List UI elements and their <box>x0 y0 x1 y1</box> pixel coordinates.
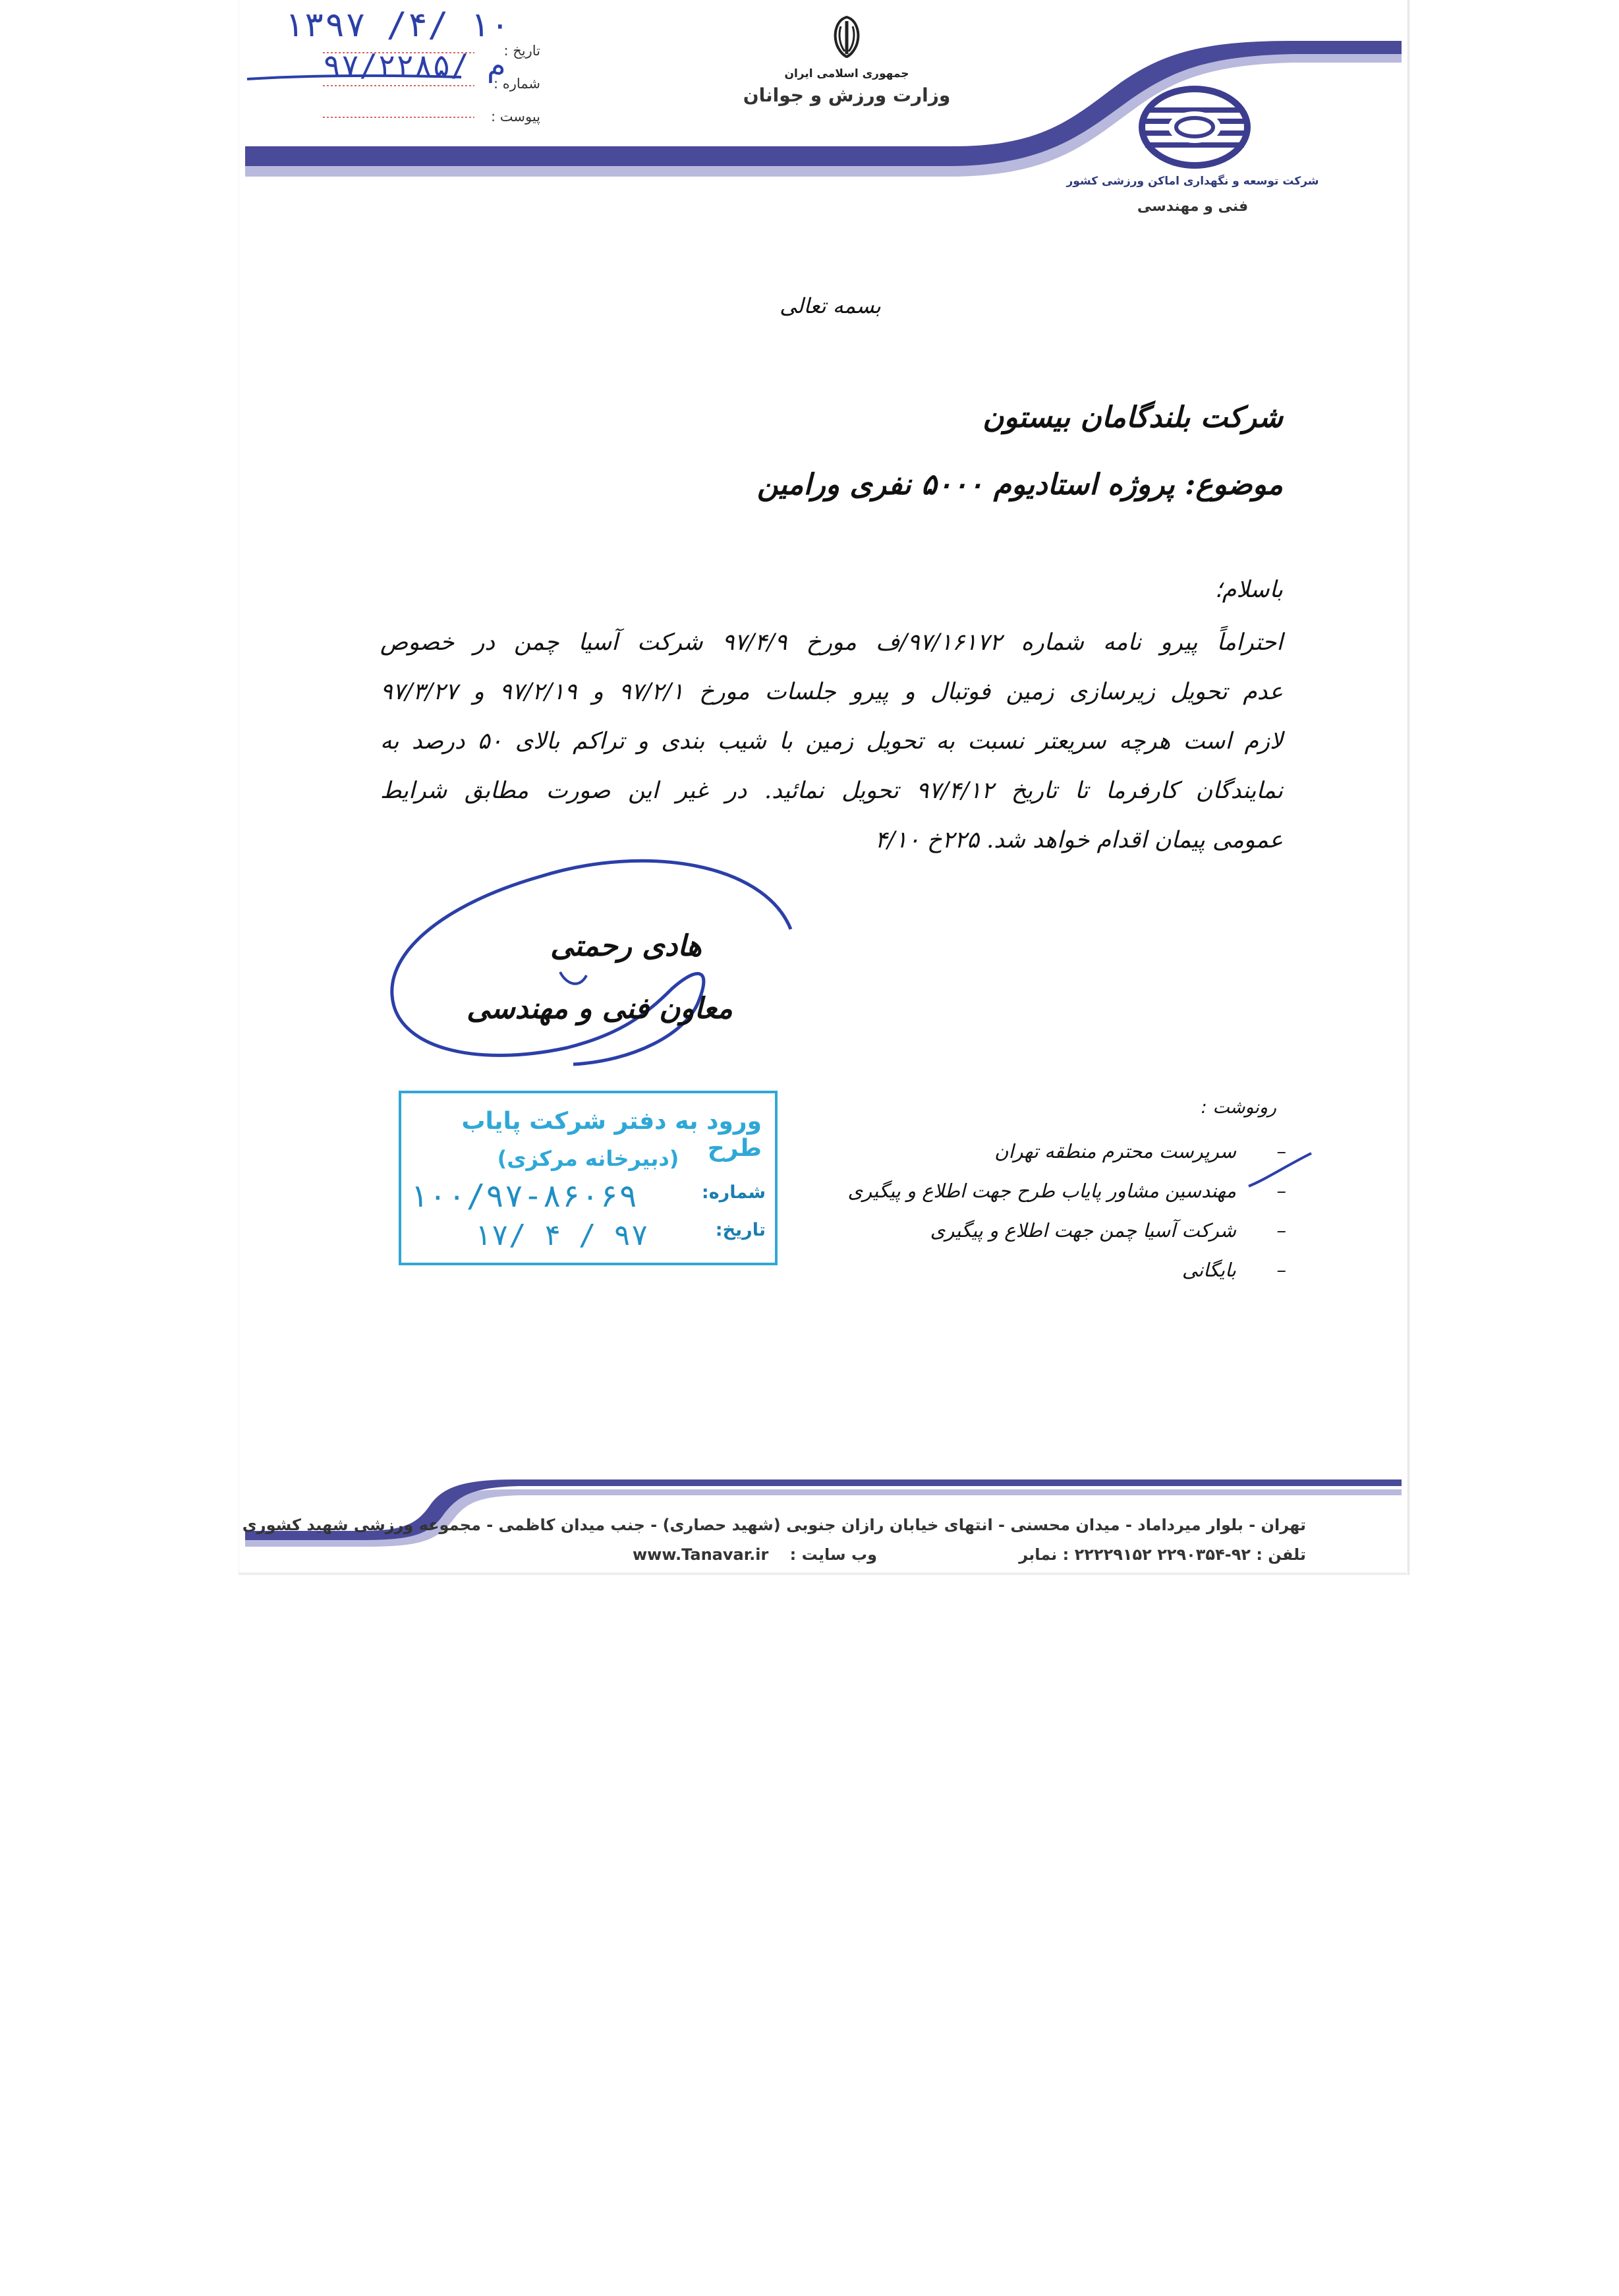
ministry-block <box>725 13 969 106</box>
number-label: شماره : <box>493 76 540 92</box>
copy-item-label: شرکت آسیا چمن جهت اطلاع و پیگیری <box>930 1219 1236 1242</box>
copy-dash: – <box>1276 1219 1286 1242</box>
footer-banner <box>239 1473 1407 1552</box>
iran-emblem-icon <box>824 13 870 61</box>
copy-item-label: بایگانی <box>1181 1259 1236 1281</box>
handwritten-stroke <box>244 63 507 89</box>
copy-item <box>847 1180 1286 1202</box>
company-name: شرکت توسعه و نگهداری اماکن ورزشی کشور <box>1066 175 1319 188</box>
footer-website-url[interactable]: www.Tanavar.ir <box>633 1545 769 1564</box>
stamp-subtitle: (دبیرخانه مرکزی) <box>497 1146 679 1171</box>
ministry-name: وزارت ورزش و جوانان <box>743 84 951 106</box>
body-line: نمایندگان کارفرما تا تاریخ ۹۷/۴/۱۲ تحویل نمائید. در غیر این صورت مطابق شرایط <box>380 778 1283 804</box>
stamp-title: ورود به دفتر شرکت پایاب طرح <box>461 1108 762 1162</box>
body-line: عمومی پیمان اقدام خواهد شد. ۲۲۵خ ۴/۱۰ <box>874 827 1283 853</box>
copy-item-label: مهندسین مشاور پایاب طرح جهت اطلاع و پیگیری <box>847 1180 1236 1202</box>
basmala: بسمه تعالی <box>780 293 881 318</box>
copies-title: رونوشت : <box>1201 1097 1276 1118</box>
receipt-stamp <box>399 1091 778 1265</box>
body-line: احتراماً پیرو نامه شماره ۹۷/۱۶۱۷۲/ف مورخ ۹۷/۴/۹ شرکت آسیا چمن در خصوص <box>380 629 1283 656</box>
copy-item <box>994 1140 1286 1162</box>
stamp-number-label: شماره: <box>701 1182 766 1203</box>
body-line: عدم تحویل زیرسازی زمین فوتبال و پیرو جلسات مورخ ۹۷/۲/۱ و ۹۷/۲/۱۹ و ۹۷/۳/۲۷ <box>380 679 1283 705</box>
emblem-caption: جمهوری اسلامی ایران <box>784 67 909 80</box>
footer-website-label: وب سایت : <box>789 1545 878 1564</box>
copy-item <box>930 1219 1286 1242</box>
signatory-title: معاون فنی و مهندسی <box>467 992 733 1025</box>
signatory-name: هادی رحمتی <box>550 929 702 963</box>
date-label: تاریخ : <box>503 43 540 59</box>
stamp-date-value: ۹۷ / ۴ /۱۷ <box>474 1219 648 1252</box>
subject-line: موضوع: پروژه استادیوم ۵۰۰۰ نفری ورامین <box>757 468 1283 502</box>
body-line: لازم است هرچه سریعتر نسبت به تحویل زمین با شیب بندی و تراکم بالای ۵۰ درصد به <box>380 728 1283 755</box>
greeting: باسلام؛ <box>1214 577 1283 603</box>
company-logo-icon <box>1139 84 1251 170</box>
copy-dash: – <box>1276 1259 1286 1281</box>
stamp-number-value: ۱۰۰/۹۷-۸۶۰۶۹ <box>409 1178 638 1215</box>
stamp-date-label: تاریخ: <box>715 1220 766 1240</box>
copy-item-label: سرپرست محترم منطقه تهران <box>994 1140 1236 1162</box>
copy-item <box>1182 1259 1286 1281</box>
attachment-label: پیوست : <box>491 109 540 125</box>
footer-phone: تلفن : ۹۲-۲۲۹۰۳۵۴ ۲۲۲۲۹۱۵۲ : نمابر <box>1019 1545 1306 1564</box>
recipient: شرکت بلندگامان بیستون <box>982 401 1283 434</box>
footer-website <box>633 1545 877 1564</box>
page-edge <box>239 1572 1407 1575</box>
copy-dash: – <box>1276 1140 1286 1162</box>
department-name: فنی و مهندسی <box>1137 198 1249 215</box>
check-mark-stroke <box>1245 1147 1318 1199</box>
company-block <box>1048 175 1338 215</box>
handwritten-number: ۹۷/۲۲۸۵/ م <box>323 47 505 83</box>
handwritten-date: ۱۳۹۷ /۴/ ۱۰ <box>283 5 511 45</box>
footer-address: تهران - بلوار میرداماد - میدان محسنی - انتهای خیابان رازان جنوبی (شهید حصاری) - جنب میدان کاظمی - مجموعه ورزشی شهید کشوری <box>242 1516 1306 1534</box>
copy-dash: – <box>1276 1180 1286 1202</box>
